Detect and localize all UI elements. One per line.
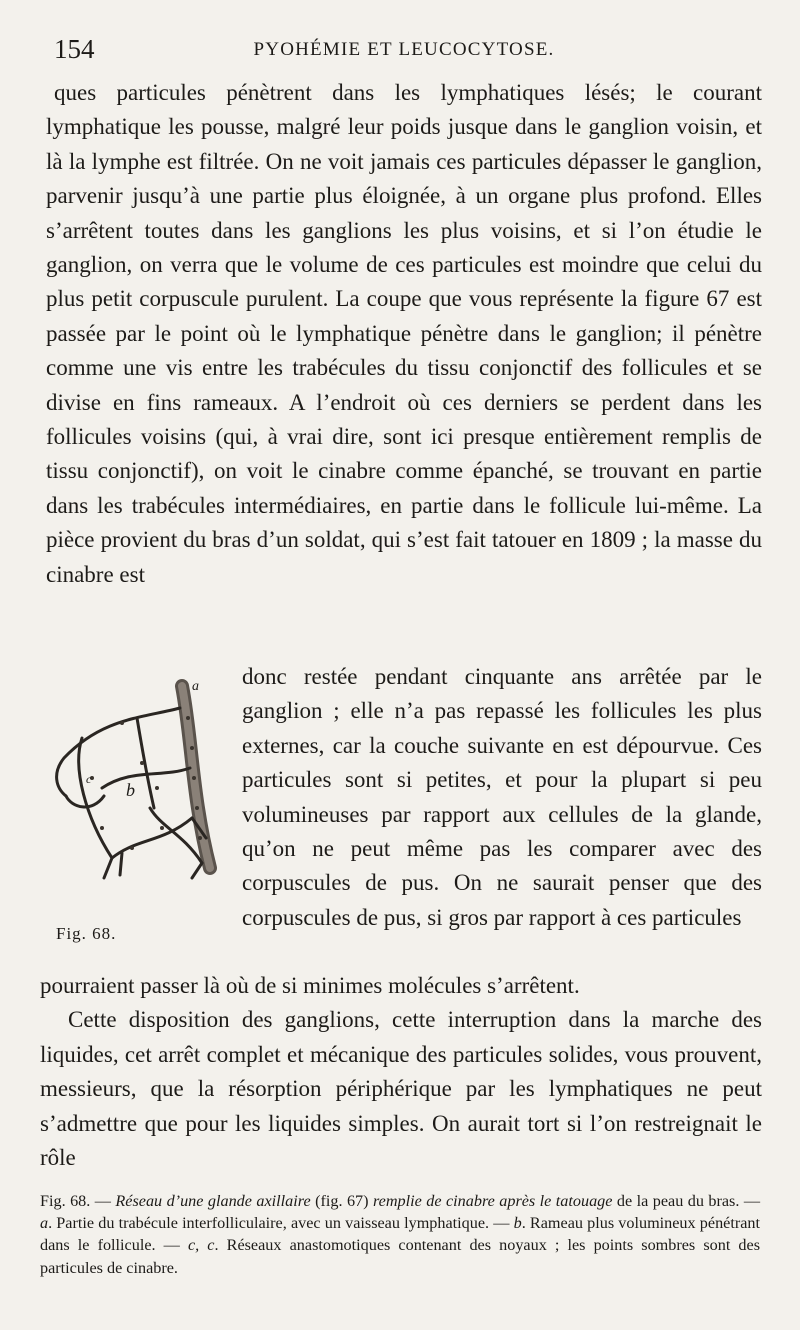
running-title: PYOHÉMIE ET LEUCOCYTOSE. [253, 39, 555, 60]
wrap-paragraph: donc restée pendant cinquante ans arrêtée par le ganglion ; elle n’a pas repassé les follicules les plus externes, car la couche suivante en est dépourvue. Ces particules sont si petites, et pour la plupart si peu volumineuses par rapport aux cellules de la glande, qu’on ne peut même pas les comparer avec des corpuscules de pus. On ne saurait penser que des corpuscules de pus, si gros par rapport à ces particules [242, 664, 762, 930]
gland-network-drawing [42, 678, 222, 888]
caption-title: Réseau d’une glande axillaire [115, 1192, 311, 1210]
figure-label: Fig. 68. [56, 924, 117, 943]
caption-a-label: a [40, 1214, 49, 1233]
paragraph-2: Cette disposition des ganglions, cette interruption dans la marche des liquides, cet arrêt complet et mécanique des particules solides, vous prouvent, messieurs, que la résorption périphérique par les lymphatiques ne peut s’admettre que pour les liquides simples. On aurait tort si l’on restreignait le rôle [40, 1007, 762, 1171]
caption-ref: (fig. 67) [310, 1192, 373, 1210]
figure-letter-b: b [126, 780, 135, 800]
figure-letter-a: a [192, 679, 199, 694]
caption-b-text: . Rameau plus volumineux pénétrant dans le follicule. — [40, 1214, 761, 1255]
caption-italic-2: remplie de cinabre après le tatouage [372, 1192, 613, 1210]
caption-dash: — [90, 1192, 116, 1210]
caption-rest-1: de la peau du bras. — [612, 1192, 761, 1210]
paragraph-continuation: ques particules pénètrent dans les lymphatiques lésés; le courant lymphatique les pousse, malgré leur poids jusque dans le ganglion voisin, et là la lymphe est filtrée. On ne voit jamais ces particules dépasser le ganglion, parvenir jusqu’à une partie plus éloignée, à un organe plus profond. Elles s’arrêtent toutes dans les ganglions les plus voisins, et si l’on étudie le ganglion, on verra que le volume de ces particules est moindre que celui du plus petit corpuscule purulent. La coupe que vous représente la figure 67 est passée par le point où le lymphatique pénètre dans le ganglion; il pénètre comme une vis entre les trabécules du tissu conjonctif des follicules et se divise en fins rameaux. A l’endroit où ces derniers se perdent dans les follicules voisins (qui, à vrai dire, sont ici presque entièrement remplis de tissu conjonctif), on voit le cinabre comme épanché, se trouvant en partie dans les trabécules intermédiaires, en partie dans le follicule lui-même. La pièce provient du bras d’un soldat, qui s’est fait tatouer en 1809 ; la masse du cinabre est [46, 80, 762, 587]
caption-c-label: c, c [187, 1236, 215, 1255]
caption-a-text: . Partie du trabécule interfolliculaire, avec un vaisseau lymphatique. — [48, 1214, 514, 1233]
figure-letter-c: c [86, 772, 92, 786]
caption-fig-ref: Fig. 68. [40, 1192, 91, 1210]
wrap-tail-line: pourraient passer là où de si minimes molécules s’arrêtent. [40, 973, 580, 998]
caption-c-text: . Réseaux anastomotiques contenant des noyaux ; les points sombres sont des particules de cinabre. [40, 1236, 760, 1277]
body-text-bottom [40, 969, 762, 1175]
figure-68-illustration [42, 678, 222, 908]
figure-caption [40, 1190, 760, 1279]
body-text-top [46, 76, 762, 592]
page-number: 154 [54, 34, 95, 64]
caption-b-label: b [513, 1214, 522, 1233]
body-text-wrap [242, 660, 762, 935]
running-head [48, 32, 760, 66]
